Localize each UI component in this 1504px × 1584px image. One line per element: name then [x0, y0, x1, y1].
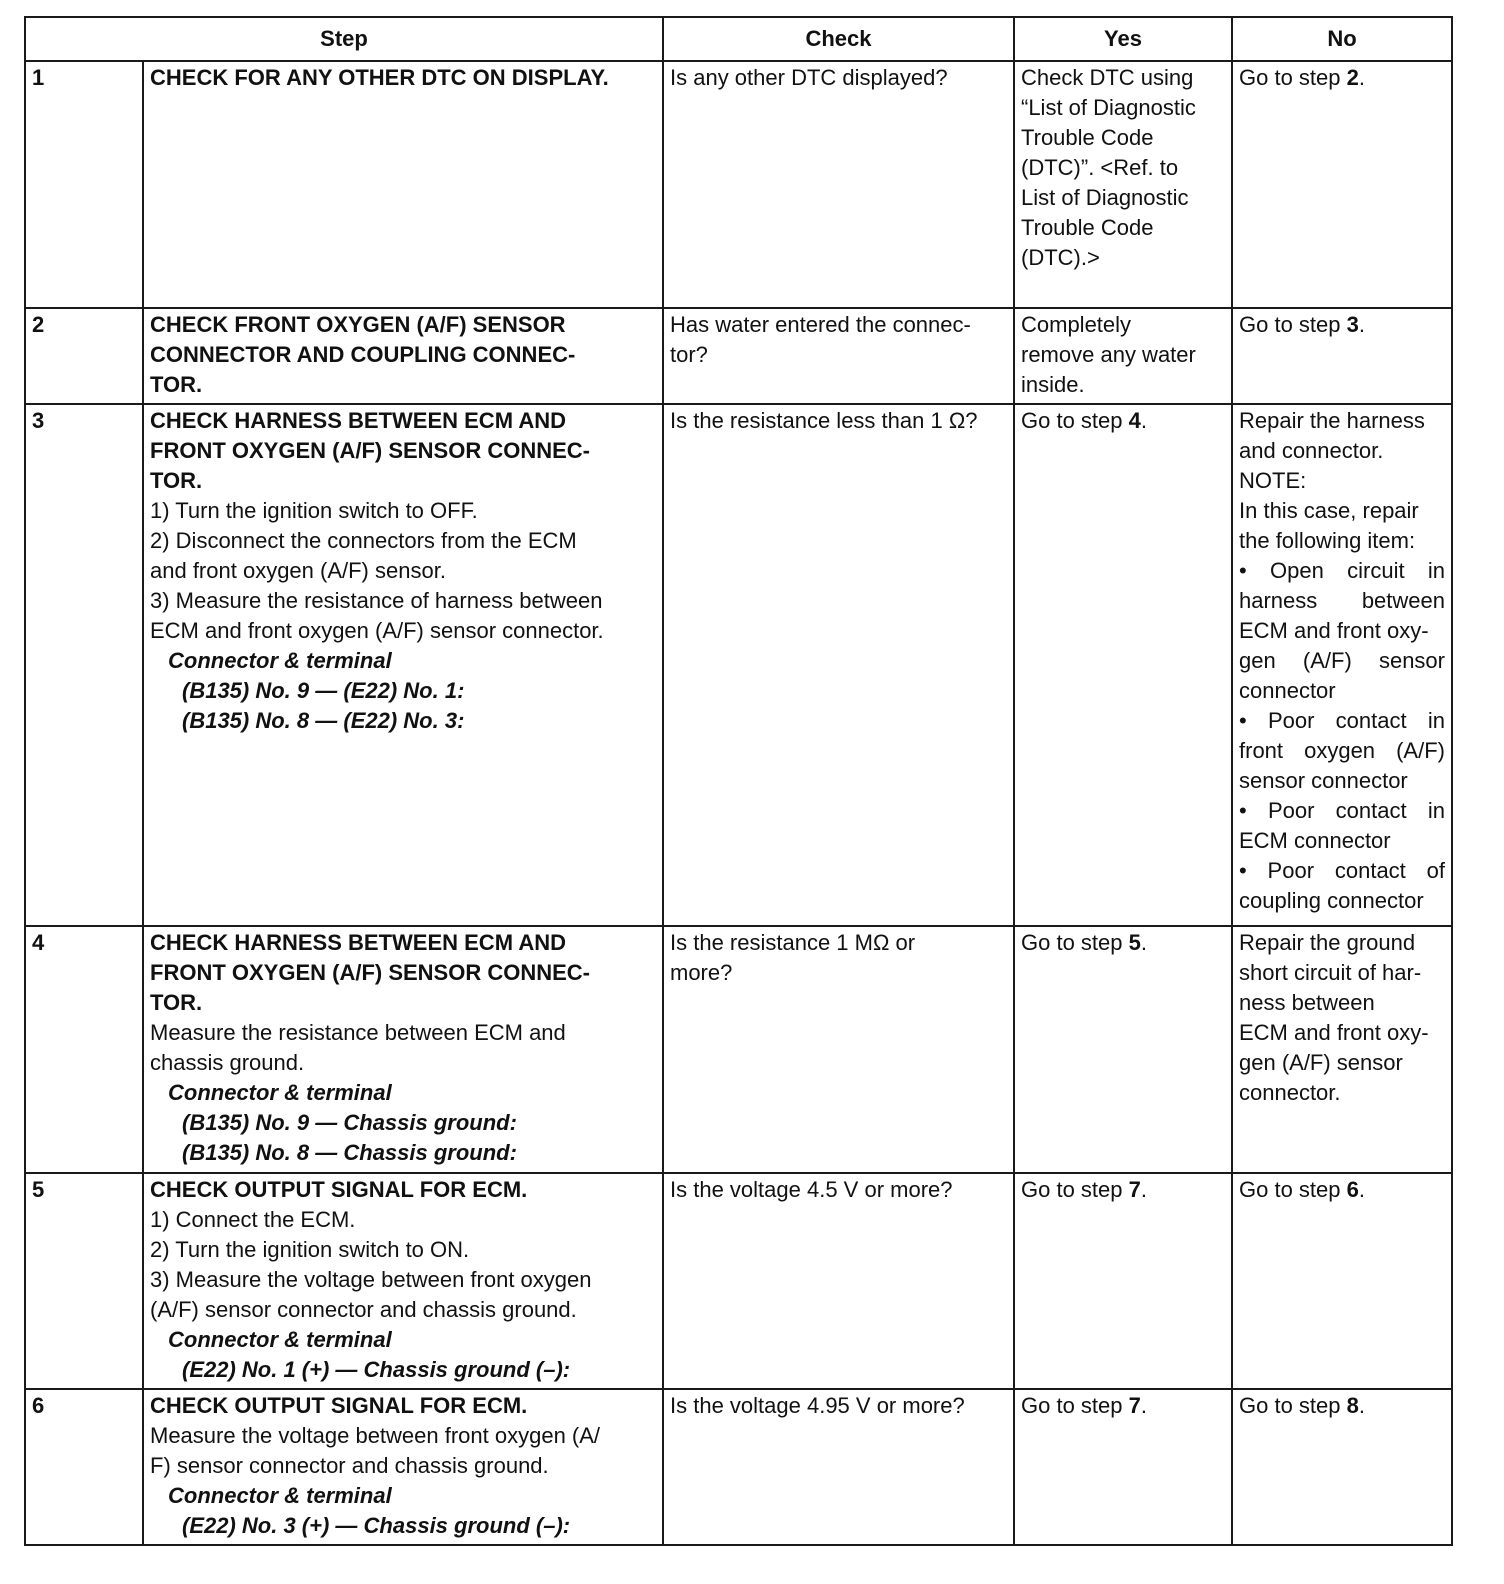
note-label: NOTE:	[1239, 468, 1307, 493]
no-cell	[1232, 926, 1452, 1173]
instruction-line: (A/F) sensor connector and chassis ground.	[150, 1297, 577, 1322]
yes-line: Trouble Code	[1021, 215, 1154, 240]
yes-suffix: .	[1140, 408, 1147, 433]
header-no: No	[1232, 17, 1452, 61]
yes-step-ref: 7	[1128, 1393, 1141, 1418]
step-description	[143, 404, 663, 926]
yes-step-ref: 7	[1128, 1177, 1141, 1202]
diagnostic-table	[24, 16, 1453, 1546]
step-title: CHECK OUTPUT SIGNAL FOR ECM.	[150, 1177, 528, 1202]
no-line: gen (A/F) sensor	[1239, 648, 1445, 673]
yes-line: List of Diagnostic	[1021, 185, 1189, 210]
check-cell: Is the voltage 4.5 V or more?	[663, 1173, 1014, 1389]
yes-line: Check DTC using	[1021, 65, 1194, 90]
yes-step-ref: 4	[1128, 408, 1141, 433]
no-line: and connector.	[1239, 438, 1384, 463]
no-line: gen (A/F) sensor	[1239, 1050, 1403, 1075]
no-line: connector	[1239, 678, 1336, 703]
no-suffix: .	[1358, 312, 1365, 337]
no-suffix: .	[1358, 1393, 1365, 1418]
table-row	[25, 308, 1452, 404]
no-line: • Poor contact in	[1239, 798, 1445, 823]
step-title-line: CONNECTOR AND COUPLING CONNEC-	[150, 342, 576, 367]
instruction-line: chassis ground.	[150, 1050, 305, 1075]
check-cell: Is any other DTC displayed?	[663, 61, 1014, 308]
step-description	[143, 308, 663, 404]
yes-cell	[1014, 1389, 1232, 1545]
connector-heading: Connector & terminal	[168, 648, 392, 673]
yes-cell	[1014, 1173, 1232, 1389]
yes-line: inside.	[1021, 372, 1085, 397]
yes-text: Go to step	[1021, 1177, 1129, 1202]
no-cell	[1232, 308, 1452, 404]
no-line: sensor connector	[1239, 768, 1408, 793]
yes-line: remove any water	[1021, 342, 1196, 367]
no-cell	[1232, 61, 1452, 308]
check-cell	[663, 308, 1014, 404]
yes-line: Trouble Code	[1021, 125, 1154, 150]
no-line: short circuit of har-	[1239, 960, 1422, 985]
no-line: Repair the ground	[1239, 930, 1416, 955]
yes-suffix: .	[1140, 1393, 1147, 1418]
no-text: Go to step	[1239, 1177, 1347, 1202]
instruction-line: Measure the resistance between ECM and	[150, 1020, 566, 1045]
step-description	[143, 1389, 663, 1545]
header-row	[25, 17, 1452, 61]
no-line: In this case, repair	[1239, 498, 1419, 523]
yes-step-ref: 5	[1128, 930, 1141, 955]
no-text: Go to step	[1239, 312, 1347, 337]
no-line: • Poor contact in	[1239, 708, 1445, 733]
table-row	[25, 926, 1452, 1173]
connector-terminal: (B135) No. 9 — Chassis ground:	[182, 1110, 517, 1135]
check-cell: Is the voltage 4.95 V or more?	[663, 1389, 1014, 1545]
check-line: Is the resistance 1 MΩ or	[670, 930, 916, 955]
no-line: Repair the harness	[1239, 408, 1425, 433]
step-title-line: TOR.	[150, 468, 203, 493]
step-title-line: TOR.	[150, 372, 203, 397]
instruction-line: 1) Turn the ignition switch to OFF.	[150, 498, 478, 523]
step-number: 1	[25, 61, 143, 308]
connector-heading: Connector & terminal	[168, 1483, 392, 1508]
yes-line: “List of Diagnostic	[1021, 95, 1196, 120]
table-row	[25, 1173, 1452, 1389]
instruction-line: 1) Connect the ECM.	[150, 1207, 356, 1232]
yes-text: Go to step	[1021, 408, 1129, 433]
no-suffix: .	[1358, 65, 1365, 90]
yes-line: (DTC)”. <Ref. to	[1021, 155, 1179, 180]
no-line: • Open circuit in	[1239, 558, 1445, 583]
step-title: CHECK FOR ANY OTHER DTC ON DISPLAY.	[150, 65, 609, 90]
no-cell	[1232, 1173, 1452, 1389]
table-row	[25, 404, 1452, 926]
instruction-line: ECM and front oxygen (A/F) sensor connector.	[150, 618, 604, 643]
no-cell	[1232, 404, 1452, 926]
instruction-line: 2) Turn the ignition switch to ON.	[150, 1237, 470, 1262]
no-step-ref: 8	[1346, 1393, 1359, 1418]
instruction-line: and front oxygen (A/F) sensor.	[150, 558, 446, 583]
step-description	[143, 1173, 663, 1389]
connector-heading: Connector & terminal	[168, 1080, 392, 1105]
step-title-line: CHECK FRONT OXYGEN (A/F) SENSOR	[150, 312, 566, 337]
step-title-line: TOR.	[150, 990, 203, 1015]
check-cell	[663, 926, 1014, 1173]
check-line: Has water entered the connec-	[670, 312, 971, 337]
yes-cell	[1014, 926, 1232, 1173]
header-check: Check	[663, 17, 1014, 61]
yes-text: Go to step	[1021, 930, 1129, 955]
connector-heading: Connector & terminal	[168, 1327, 392, 1352]
step-description	[143, 61, 663, 308]
yes-text: Go to step	[1021, 1393, 1129, 1418]
connector-terminal: (B135) No. 8 — Chassis ground:	[182, 1140, 517, 1165]
step-number: 6	[25, 1389, 143, 1545]
yes-line: (DTC).>	[1021, 245, 1100, 270]
no-suffix: .	[1358, 1177, 1365, 1202]
connector-terminal: (B135) No. 8 — (E22) No. 3:	[182, 708, 465, 733]
no-line: coupling connector	[1239, 888, 1424, 913]
connector-terminal: (E22) No. 3 (+) — Chassis ground (–):	[182, 1513, 571, 1538]
step-title: CHECK OUTPUT SIGNAL FOR ECM.	[150, 1393, 528, 1418]
no-line: ECM connector	[1239, 828, 1391, 853]
no-line: ness between	[1239, 990, 1375, 1015]
connector-terminal: (E22) No. 1 (+) — Chassis ground (–):	[182, 1357, 571, 1382]
no-text: Go to step	[1239, 65, 1347, 90]
yes-line: Completely	[1021, 312, 1132, 337]
no-line: front oxygen (A/F)	[1239, 738, 1445, 763]
step-number: 3	[25, 404, 143, 926]
table-row	[25, 1389, 1452, 1545]
check-line: tor?	[670, 342, 708, 367]
no-line: the following item:	[1239, 528, 1416, 553]
instruction-line: 3) Measure the voltage between front oxygen	[150, 1267, 592, 1292]
no-line: ECM and front oxy-	[1239, 1020, 1429, 1045]
step-description	[143, 926, 663, 1173]
connector-terminal: (B135) No. 9 — (E22) No. 1:	[182, 678, 465, 703]
instruction-line: 3) Measure the resistance of harness between	[150, 588, 603, 613]
no-line: connector.	[1239, 1080, 1341, 1105]
table-row	[25, 61, 1452, 308]
instruction-line: Measure the voltage between front oxygen (A/	[150, 1423, 601, 1448]
instruction-line: F) sensor connector and chassis ground.	[150, 1453, 549, 1478]
instruction-line: 2) Disconnect the connectors from the ECM	[150, 528, 577, 553]
yes-suffix: .	[1140, 930, 1147, 955]
check-line: more?	[670, 960, 733, 985]
no-step-ref: 3	[1346, 312, 1359, 337]
no-line: harness between	[1239, 588, 1445, 613]
no-text: Go to step	[1239, 1393, 1347, 1418]
step-title-line: FRONT OXYGEN (A/F) SENSOR CONNEC-	[150, 438, 591, 463]
no-line: • Poor contact of	[1239, 858, 1445, 883]
yes-cell	[1014, 61, 1232, 308]
yes-cell	[1014, 308, 1232, 404]
no-step-ref: 6	[1346, 1177, 1359, 1202]
header-yes: Yes	[1014, 17, 1232, 61]
no-line: ECM and front oxy-	[1239, 618, 1429, 643]
check-cell: Is the resistance less than 1 Ω?	[663, 404, 1014, 926]
yes-suffix: .	[1140, 1177, 1147, 1202]
no-cell	[1232, 1389, 1452, 1545]
yes-cell	[1014, 404, 1232, 926]
step-title-line: CHECK HARNESS BETWEEN ECM AND	[150, 930, 566, 955]
step-title-line: CHECK HARNESS BETWEEN ECM AND	[150, 408, 566, 433]
no-step-ref: 2	[1346, 65, 1359, 90]
step-number: 2	[25, 308, 143, 404]
step-number: 5	[25, 1173, 143, 1389]
step-title-line: FRONT OXYGEN (A/F) SENSOR CONNEC-	[150, 960, 591, 985]
step-number: 4	[25, 926, 143, 1173]
header-step: Step	[25, 17, 663, 61]
